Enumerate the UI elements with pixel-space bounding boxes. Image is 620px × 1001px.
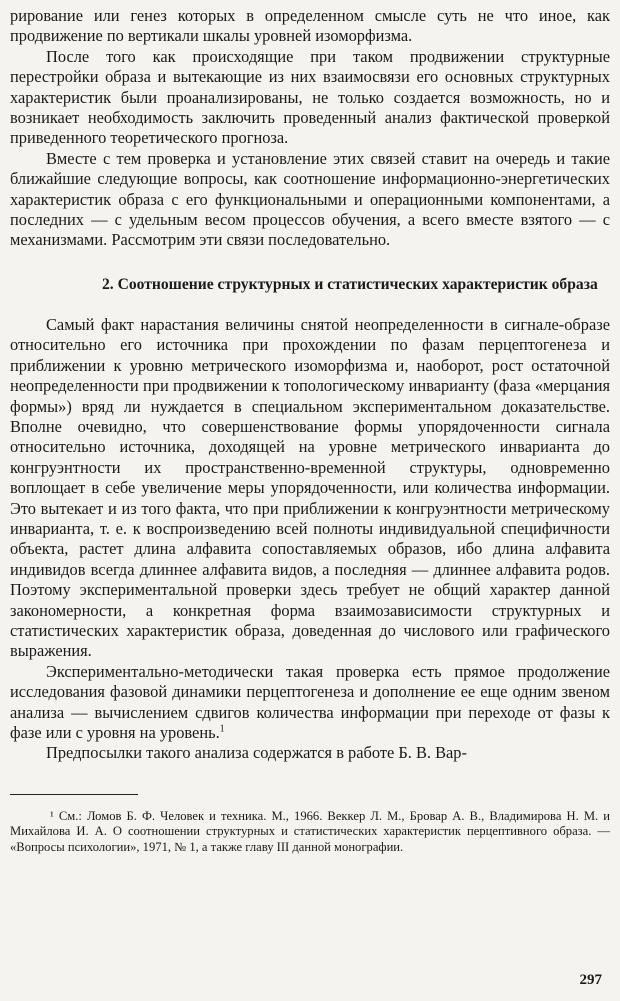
footnote: ¹ См.: Ломов Б. Ф. Человек и техника. М., 1966. Веккер Л. М., Бровар А. В., Владимирова Н. М. и Михайлова И. А. О соотношении структурных и статистических характеристик перцептивного образа. — «Вопросы психологии», 1971, № 1, а также главу III данной монографии. [10,808,610,854]
footnote-divider [10,794,138,795]
paragraph-continued: рирование или генез которых в определенном смысле суть не что иное, как продвижение по вертикали шкалы уровней изоморфизма. [10,6,610,46]
paragraph-questions: Вместе с тем проверка и установление этих связей ставит на очередь и такие ближайшие следующие вопросы, как соотношение информационно-энергетических характеристик образа с его функциональными и операционными компонентами, а последних — с удельным весом процессов обучения, а всего вместе взятого — с механизмами. Рассмотрим эти связи последовательно. [10,148,610,250]
section-heading: 2. Соотношение структурных и статистических характеристик образа [102,275,598,293]
footnote-reference: 1 [219,723,225,735]
paragraph-method-text: Экспериментально-методически такая проверка есть прямое продолжение исследования фазовой динамики перцептогенеза и дополнение ее еще одним звеном анализа — вычислением сдвигов количества информации при переходе от фазы к фазе или с уровня на уровень. [10,661,610,742]
paragraph-method [10,662,610,744]
paragraph-uncertainty: Самый факт нарастания величины снятой неопределенности в сигнале-образе относительно его источника при прохождении по фазам перцептогенеза и приближении к уровню метрического изоморфизма и, наоборот, рост остаточной неопределенности при продвижении к топологическому инварианту (фаза «мерцания формы») вряд ли нуждается в специальном экспериментальном доказательстве. Вполне очевидно, что совершенствование формы упорядоченности сигнала относительно источника, доходящей на уровне метрического инварианта до конгруэнтности их пространственно-временной структуры, одновременно воплощает в себе увеличение меры упорядоченности, или количества информации. Это вытекает и из того факта, что при приближении к конгруэнтности метрическому инварианта, т. е. к воспроизведению всей полноты индивидуальной специфичности объекта, растет длина алфавита сопоставляемых образов, ибо длина алфавита индивидов всегда длиннее алфавита видов, а последняя — длиннее алфавита родов. Поэтому экспериментальной проверки здесь требует не общий характер данной закономерности, а конкретная форма взаимозависимости структурных и статистических характеристик образа, доведенная до числового или графического выражения. [10,314,610,661]
paragraph-prerequisites: Предпосылки такого анализа содержатся в работе Б. В. Вар- [46,743,467,763]
page-number: 297 [579,972,602,988]
paragraph-analysis: После того как происходящие при таком продвижении структурные перестройки образа и вытекающие из них взаимосвязи его основных структурных характеристик были проанализированы, не только создается возможность, но и возникает необходимость заключить проведенный анализ фактической проверкой приведенного теоретического прогноза. [10,46,610,148]
